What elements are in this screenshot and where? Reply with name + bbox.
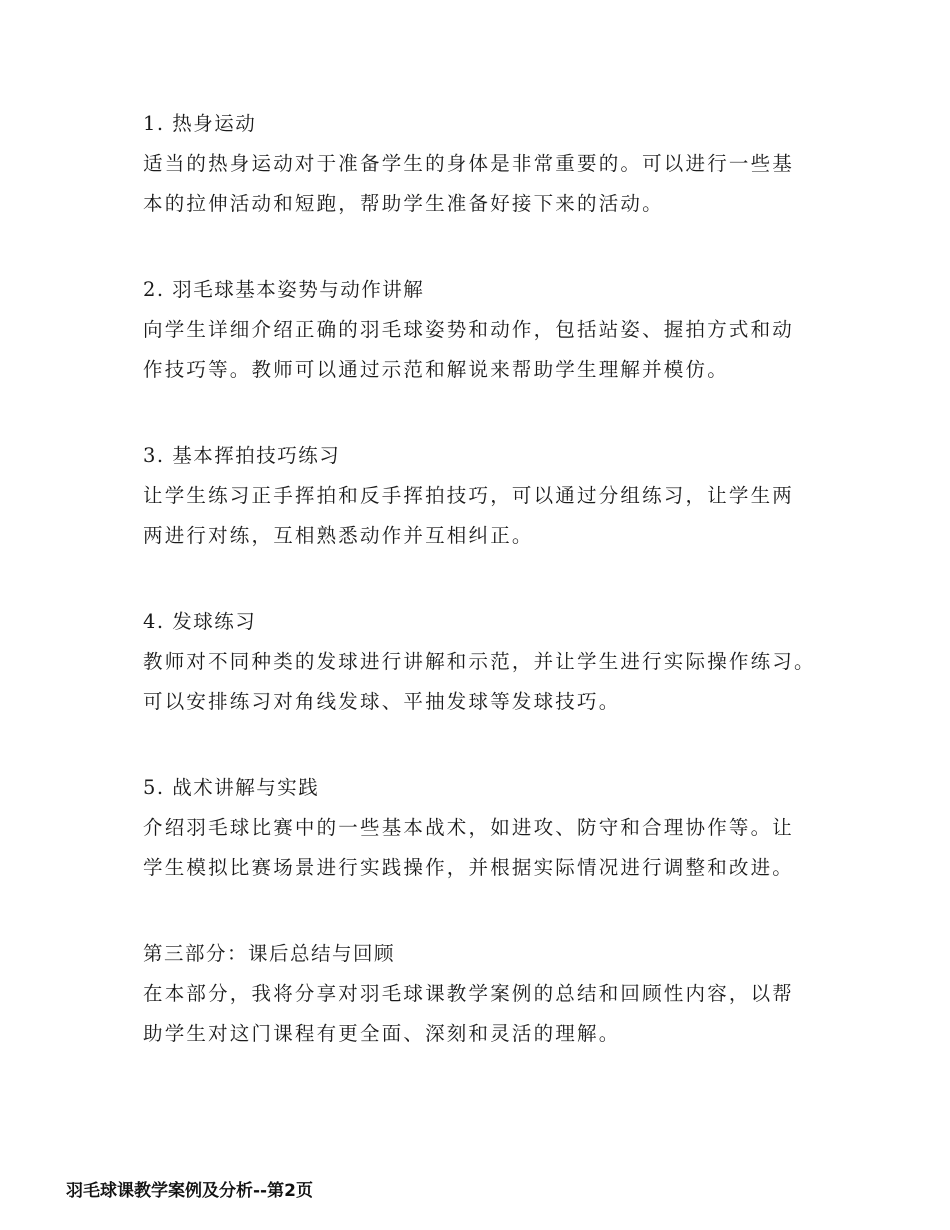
paragraph-line: 适当的热身运动对于准备学生的身体是非常重要的。可以进行一些基 bbox=[143, 152, 795, 175]
paragraph-line: 本的拉伸活动和短跑，帮助学生准备好接下来的活动。 bbox=[143, 192, 664, 215]
paragraph-line: 在本部分，我将分享对羽毛球课教学案例的总结和回顾性内容，以帮 bbox=[143, 982, 795, 1005]
paragraph-line: 两进行对练，互相熟悉动作并互相纠正。 bbox=[143, 524, 534, 547]
section-heading: 1. 热身运动 bbox=[143, 112, 257, 135]
section-swing bbox=[143, 436, 843, 556]
paragraph-line: 教师对不同种类的发球进行讲解和示范，并让学生进行实际操作练习。 bbox=[143, 650, 816, 673]
paragraph-line: 让学生练习正手挥拍和反手挥拍技巧，可以通过分组练习，让学生两 bbox=[143, 484, 795, 507]
paragraph-line: 助学生对这门课程有更全面、深刻和灵活的理解。 bbox=[143, 1022, 621, 1045]
page-footer: 羽毛球课教学案例及分析--第2页 bbox=[66, 1181, 313, 1201]
section-heading: 3. 基本挥拍技巧练习 bbox=[143, 444, 341, 467]
section-posture bbox=[143, 270, 843, 390]
section-tactics bbox=[143, 768, 843, 888]
section-heading: 5. 战术讲解与实践 bbox=[143, 776, 320, 799]
section-serve bbox=[143, 602, 843, 722]
paragraph-line: 学生模拟比赛场景进行实践操作，并根据实际情况进行调整和改进。 bbox=[143, 856, 795, 879]
paragraph-line: 向学生详细介绍正确的羽毛球姿势和动作，包括站姿、握拍方式和动 bbox=[143, 318, 795, 341]
paragraph-line: 可以安排练习对角线发球、平抽发球等发球技巧。 bbox=[143, 690, 621, 713]
section-summary bbox=[143, 934, 843, 1054]
section-warmup bbox=[143, 104, 843, 224]
paragraph-line: 介绍羽毛球比赛中的一些基本战术，如进攻、防守和合理协作等。让 bbox=[143, 816, 795, 839]
section-heading: 2. 羽毛球基本姿势与动作讲解 bbox=[143, 278, 425, 301]
paragraph-line: 作技巧等。教师可以通过示范和解说来帮助学生理解并模仿。 bbox=[143, 358, 729, 381]
document-page bbox=[143, 104, 843, 1100]
section-heading: 4. 发球练习 bbox=[143, 610, 257, 633]
section-heading: 第三部分：课后总结与回顾 bbox=[143, 942, 396, 965]
